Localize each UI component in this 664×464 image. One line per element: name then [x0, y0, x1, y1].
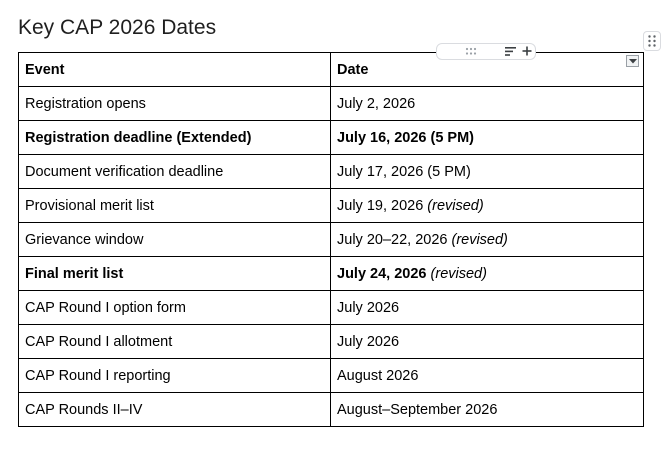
date-cell[interactable] [331, 325, 644, 359]
event-cell[interactable]: Provisional merit list [19, 189, 331, 223]
date-cell[interactable] [331, 291, 644, 325]
date-cell[interactable] [331, 359, 644, 393]
event-cell[interactable]: Grievance window [19, 223, 331, 257]
page-title: Key CAP 2026 Dates [18, 16, 217, 39]
date-cell[interactable] [331, 155, 644, 189]
table-row [19, 121, 644, 155]
event-cell[interactable]: Document verification deadline [19, 155, 331, 189]
table-row [19, 393, 644, 427]
event-cell[interactable]: CAP Round I reporting [19, 359, 331, 393]
event-cell[interactable]: CAP Rounds II–IV [19, 393, 331, 427]
event-cell[interactable]: CAP Round I allotment [19, 325, 331, 359]
table-row [19, 87, 644, 121]
event-cell[interactable]: CAP Round I option form [19, 291, 331, 325]
table-body [19, 87, 644, 427]
date-value: July 20–22, 2026 [337, 231, 448, 248]
date-value: July 16, 2026 (5 PM) [337, 129, 475, 146]
table-drag-handle[interactable] [643, 31, 661, 51]
date-value: August–September 2026 [337, 401, 498, 418]
event-cell[interactable]: Final merit list [19, 257, 331, 291]
table-row [19, 257, 644, 291]
date-value: July 2, 2026 [337, 95, 416, 112]
event-cell[interactable]: Registration deadline (Extended) [19, 121, 331, 155]
table-row [19, 155, 644, 189]
date-note: (revised) [427, 197, 484, 214]
event-cell[interactable]: Registration opens [19, 87, 331, 121]
date-value: July 19, 2026 [337, 197, 424, 214]
date-note: (revised) [451, 231, 508, 248]
date-cell[interactable] [331, 393, 644, 427]
sort-icon[interactable] [505, 46, 517, 57]
table-row [19, 189, 644, 223]
table-toolbar [436, 43, 536, 60]
date-value: July 17, 2026 (5 PM) [337, 163, 471, 180]
date-cell[interactable] [331, 257, 644, 291]
table-header-row [19, 53, 644, 87]
drag-handle-icon [648, 35, 657, 48]
date-value: August 2026 [337, 367, 419, 384]
table-row [19, 359, 644, 393]
drag-handle-icon[interactable] [465, 47, 479, 56]
date-note: (revised) [430, 265, 487, 282]
date-value: July 2026 [337, 299, 400, 316]
date-cell[interactable] [331, 189, 644, 223]
date-cell[interactable] [331, 223, 644, 257]
plus-icon[interactable] [521, 45, 533, 57]
date-cell[interactable] [331, 121, 644, 155]
header-event[interactable]: Event [19, 53, 331, 87]
chevron-down-icon [629, 59, 637, 64]
date-cell[interactable] [331, 87, 644, 121]
key-dates-table [18, 52, 644, 427]
column-menu-button[interactable] [626, 55, 639, 67]
date-value: July 24, 2026 [337, 265, 427, 282]
table-row [19, 325, 644, 359]
table-row [19, 291, 644, 325]
table-row [19, 223, 644, 257]
date-value: July 2026 [337, 333, 400, 350]
header-date[interactable]: Date [331, 53, 644, 87]
